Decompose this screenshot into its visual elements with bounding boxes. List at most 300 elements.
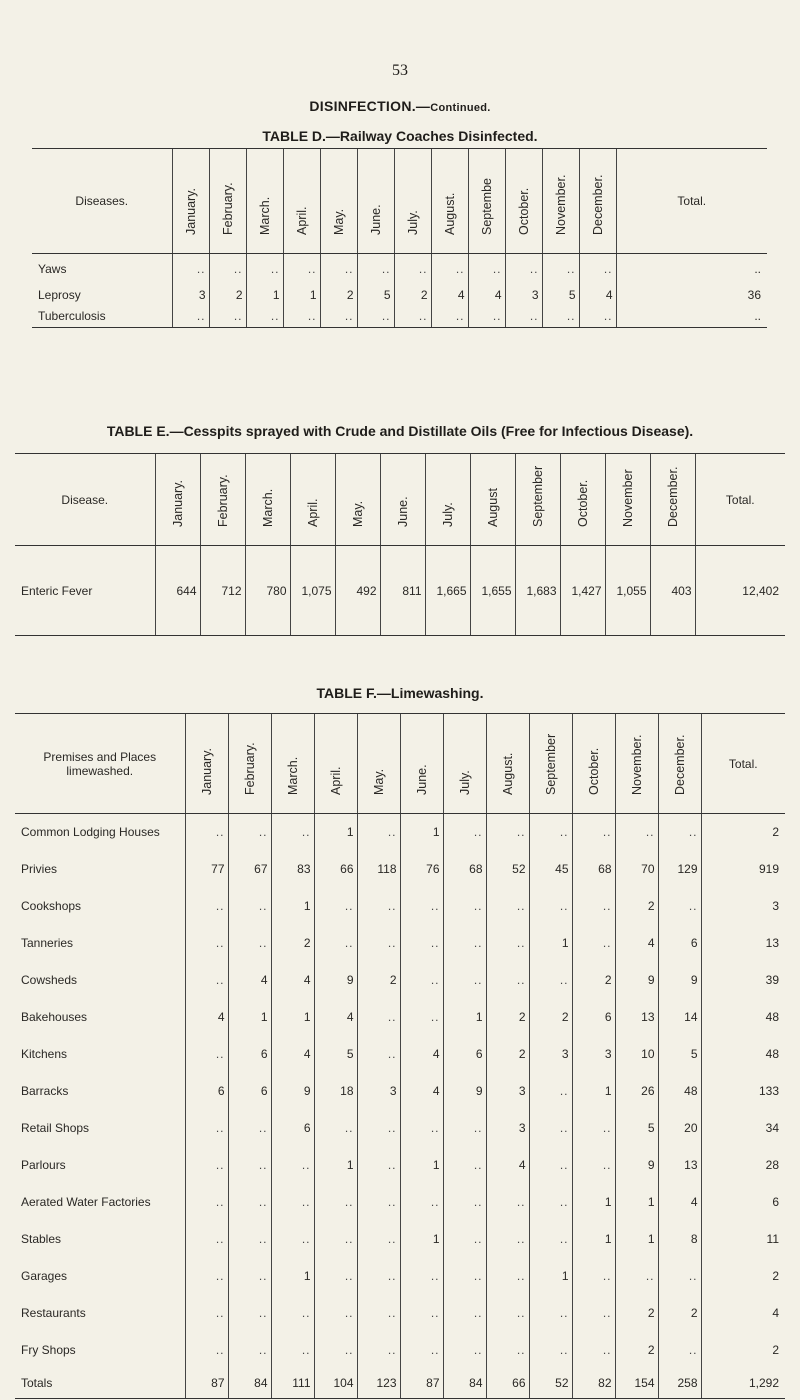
table-d-month-header [357, 149, 394, 254]
table-d-cell: 3 [505, 284, 542, 306]
table-e-month-header [380, 454, 425, 546]
table-d-cell: .. [431, 254, 468, 284]
table-d-total-header: Total. [616, 149, 767, 254]
table-f-cell: .. [572, 1295, 615, 1332]
table-f-month-label: September [543, 733, 558, 795]
table-f-cell: 118 [357, 851, 400, 888]
table-f-row [15, 1221, 785, 1258]
table-d-cell: 2 [209, 284, 246, 306]
table-f-row-label [15, 1221, 185, 1258]
table-d-cell: .. [209, 254, 246, 284]
table-f-row [15, 888, 785, 925]
table-f-cell: .. [357, 1221, 400, 1258]
section-heading-continued: Continued. [430, 102, 491, 114]
table-f-cell: .. [185, 925, 228, 962]
table-f-row-label [15, 962, 185, 999]
table-e-month-label: May. [350, 500, 365, 527]
table-d-cell: .. [283, 306, 320, 328]
table-f-cell: .. [357, 1147, 400, 1184]
table-f-cell: .. [400, 1110, 443, 1147]
table-f-cell: 84 [443, 1369, 486, 1399]
table-f-row-total: 919 [701, 851, 785, 888]
table-f-cell: .. [228, 925, 271, 962]
table-f-cell: .. [572, 1332, 615, 1369]
table-d-cell: .. [394, 306, 431, 328]
table-f-cell: .. [185, 814, 228, 851]
table-f-cell: .. [400, 1258, 443, 1295]
table-f-cell: .. [357, 1036, 400, 1073]
table-f-row [15, 1147, 785, 1184]
table-f-cell: 13 [615, 999, 658, 1036]
table-f-cell: .. [271, 814, 314, 851]
table-f-row-label [15, 1073, 185, 1110]
table-f-row-total: 48 [701, 999, 785, 1036]
table-f-row-total: 133 [701, 1073, 785, 1110]
table-f-cell: .. [443, 1110, 486, 1147]
table-f-cell: .. [228, 1147, 271, 1184]
table-d-month-label: January. [183, 187, 198, 235]
table-f-cell: 9 [658, 962, 701, 999]
table-d-month-label: February. [220, 182, 235, 235]
table-f-cell: 1 [529, 925, 572, 962]
table-e-month-header [650, 454, 695, 546]
table-e-month-label: March. [260, 488, 275, 527]
table-f-row-total: 13 [701, 925, 785, 962]
table-f-cell: .. [228, 1184, 271, 1221]
table-f-row [15, 1073, 785, 1110]
table-f-cell: .. [572, 888, 615, 925]
table-f-cell: 6 [572, 999, 615, 1036]
table-f-row-label-text: Tanneries [21, 936, 74, 950]
table-d-cell: 5 [542, 284, 579, 306]
table-f-cell: .. [185, 1184, 228, 1221]
table-d-cell: .. [320, 254, 357, 284]
table-f-cell: 1 [400, 1147, 443, 1184]
table-d-cell: .. [542, 254, 579, 284]
table-f-cell: 1 [400, 1221, 443, 1258]
table-f-cell: .. [271, 1332, 314, 1369]
table-f-month-label: March. [285, 756, 300, 795]
table-f-cell: 68 [443, 851, 486, 888]
table-f-cell: .. [185, 1110, 228, 1147]
table-f-row [15, 1184, 785, 1221]
table-f-cell: 2 [271, 925, 314, 962]
table-f-month-header [529, 714, 572, 814]
table-e-month-label: January. [170, 479, 185, 527]
table-f-cell: .. [185, 1332, 228, 1369]
table-d-month-header [468, 149, 505, 254]
table-d-month-header [246, 149, 283, 254]
table-d-cell: .. [468, 306, 505, 328]
table-f-cell: 3 [529, 1036, 572, 1073]
table-d-title: TABLE D.—Railway Coaches Disinfected. [262, 128, 538, 144]
table-f-cell: .. [271, 1147, 314, 1184]
table-d-month-header [542, 149, 579, 254]
table-f-row-label [15, 925, 185, 962]
table-f-cell: 67 [228, 851, 271, 888]
table-f-cell: .. [529, 962, 572, 999]
table-d-cell: .. [579, 254, 616, 284]
table-f-month-header [572, 714, 615, 814]
table-f-row [15, 1258, 785, 1295]
table-d-cell: .. [172, 254, 209, 284]
table-f-cell: .. [486, 1258, 529, 1295]
table-f-cell: 70 [615, 851, 658, 888]
table-d-month-header [431, 149, 468, 254]
table-f-total-header: Total. [701, 714, 785, 814]
table-f-cell: .. [529, 1295, 572, 1332]
table-f-row-label [15, 1036, 185, 1073]
table-f-cell: .. [443, 1184, 486, 1221]
table-f-cell: .. [228, 1221, 271, 1258]
table-e-month-label: February. [215, 474, 230, 527]
table-f-cell: .. [486, 1295, 529, 1332]
table-f-cell: 4 [400, 1036, 443, 1073]
table-f-row-label-text: Garages [21, 1269, 68, 1283]
table-d-cell: 4 [579, 284, 616, 306]
table-d-row-label-text: Leprosy [38, 287, 81, 302]
table-f-month-header [400, 714, 443, 814]
table-f-row [15, 925, 785, 962]
table-f-row-total: 2 [701, 1332, 785, 1369]
table-f-cell: 10 [615, 1036, 658, 1073]
table-f-row-label-text: Fry Shops [21, 1343, 76, 1357]
table-d-month-label: December. [590, 174, 605, 235]
table-d-row-label-text: Tuberculosis [38, 309, 106, 324]
table-d-month-header [320, 149, 357, 254]
table-f-cell: 1 [572, 1221, 615, 1258]
table-f-cell: .. [357, 1295, 400, 1332]
table-d-row-label-text: Yaws [38, 261, 67, 276]
table-f-cell: 2 [615, 888, 658, 925]
table-f-cell: 18 [314, 1073, 357, 1110]
table-f-cell: .. [443, 1295, 486, 1332]
table-f-row-label-text: Stables [21, 1232, 62, 1246]
table-f-cell: 3 [486, 1073, 529, 1110]
table-f-cell: .. [400, 888, 443, 925]
table-e-row-label [15, 546, 155, 636]
table-f-row-total: 3 [701, 888, 785, 925]
table-f-cell: .. [572, 814, 615, 851]
table-d-month-header [505, 149, 542, 254]
table-f-cell: .. [486, 1332, 529, 1369]
table-e-month-label: June. [395, 496, 410, 527]
table-f-row-label-text: Cowsheds [21, 973, 78, 987]
table-f-month-label: November. [629, 734, 644, 795]
table-f-month-label: June. [414, 764, 429, 795]
table-f-cell: 1 [400, 814, 443, 851]
table-f-cell: 13 [658, 1147, 701, 1184]
table-f-row-total: 4 [701, 1295, 785, 1332]
table-f-cell: 66 [314, 851, 357, 888]
table-f-month-label: October. [586, 747, 601, 795]
table-f-cell: 1 [529, 1258, 572, 1295]
table-f-month-header [486, 714, 529, 814]
table-f-row-label-text: Totals [21, 1376, 53, 1391]
table-f-cell: .. [486, 925, 529, 962]
table-f-cell: 154 [615, 1369, 658, 1399]
table-f-cell: 82 [572, 1369, 615, 1399]
table-f-cell: .. [529, 888, 572, 925]
table-f-row-total: 11 [701, 1221, 785, 1258]
table-d-cell: 2 [320, 284, 357, 306]
table-f-cell: 2 [572, 962, 615, 999]
table-d-cell: .. [283, 254, 320, 284]
table-d-month-label: May. [331, 208, 346, 235]
table-f-cell: .. [443, 925, 486, 962]
table-f-cell: .. [443, 1221, 486, 1258]
table-d-row-label [32, 306, 172, 328]
table-f-row [15, 1295, 785, 1332]
table-d-month-header [172, 149, 209, 254]
table-f-cell: 77 [185, 851, 228, 888]
table-f-cell: .. [443, 888, 486, 925]
table-f-cell: .. [271, 1221, 314, 1258]
table-f-cell: 2 [486, 999, 529, 1036]
table-f-month-label: February. [242, 742, 257, 795]
table-f-row [15, 814, 785, 851]
table-e-month-label: August [485, 488, 500, 527]
table-f-month-header [658, 714, 701, 814]
table-f-cell: 1 [271, 888, 314, 925]
table-f-cell: 2 [658, 1295, 701, 1332]
table-f-cell: 2 [615, 1332, 658, 1369]
table-f-row-label-text: Aerated Water Factories [21, 1195, 151, 1209]
table-f-month-label: April. [328, 766, 343, 795]
table-f-cell: .. [443, 962, 486, 999]
table-f-cell: 9 [615, 1147, 658, 1184]
table-f-cell: .. [228, 814, 271, 851]
table-d-cell: .. [431, 306, 468, 328]
table-e-month-header [245, 454, 290, 546]
table-d-cell: 5 [357, 284, 394, 306]
table-f-cell: .. [572, 925, 615, 962]
table-e-cell: 811 [380, 546, 425, 636]
table-f-cell: .. [400, 999, 443, 1036]
table-f-row-label-text: Bakehouses [21, 1010, 88, 1024]
table-e-month-header [335, 454, 380, 546]
table-e-cell: 1,665 [425, 546, 470, 636]
table-d-cell: .. [357, 254, 394, 284]
table-f-row-label-text: Retail Shops [21, 1121, 90, 1135]
table-f-row [15, 1332, 785, 1369]
table-d-cell: 1 [246, 284, 283, 306]
table-d-month-label: July. [405, 210, 420, 235]
table-f-cell: .. [615, 1258, 658, 1295]
table-f-cell: 68 [572, 851, 615, 888]
table-d-cell: 4 [468, 284, 505, 306]
table-f-row-label-text: Kitchens [21, 1047, 68, 1061]
table-f-cell: .. [314, 1221, 357, 1258]
table-f-row-total: 6 [701, 1184, 785, 1221]
table-f-row-total: 39 [701, 962, 785, 999]
table-e-cell: 1,655 [470, 546, 515, 636]
table-f-cell: 26 [615, 1073, 658, 1110]
table-f-cell: .. [486, 962, 529, 999]
table-e-cell: 1,055 [605, 546, 650, 636]
table-f-cell: 3 [572, 1036, 615, 1073]
table-f-cell: .. [615, 814, 658, 851]
table-f-month-label: July. [457, 770, 472, 795]
table-f-cell: 45 [529, 851, 572, 888]
table-f-row-label [15, 1184, 185, 1221]
table-d-cell: 1 [283, 284, 320, 306]
table-f-cell: .. [529, 1147, 572, 1184]
table-f-cell: 4 [228, 962, 271, 999]
table-f-row-total: 1,292 [701, 1369, 785, 1399]
table-f-cell: 111 [271, 1369, 314, 1399]
table-f-cell: 1 [572, 1184, 615, 1221]
table-f-row-total: 2 [701, 814, 785, 851]
table-d-cell: .. [579, 306, 616, 328]
table-f-month-header [271, 714, 314, 814]
table-f-cell: 83 [271, 851, 314, 888]
table-e-month-label: December. [665, 466, 680, 527]
table-f-cell: .. [314, 1295, 357, 1332]
table-f-cell: .. [357, 814, 400, 851]
table-d-row-label [32, 254, 172, 284]
table-f-cell: .. [185, 1258, 228, 1295]
table-f-cell: 6 [185, 1073, 228, 1110]
table-f-cell: .. [314, 1258, 357, 1295]
table-d-month-label: November. [553, 174, 568, 235]
table-d-cell: .. [468, 254, 505, 284]
table-f-cell: .. [400, 962, 443, 999]
table-f-month-label: January. [199, 747, 214, 795]
table-f-cell: .. [486, 888, 529, 925]
table-f-cell: .. [357, 1184, 400, 1221]
table-e-cell: 1,427 [560, 546, 605, 636]
table-f-row-total: 34 [701, 1110, 785, 1147]
table-e-month-header [605, 454, 650, 546]
table-f-cell: 4 [314, 999, 357, 1036]
table-f-month-label: December. [672, 734, 687, 795]
table-f-cell: .. [658, 1258, 701, 1295]
table-f-cell: 123 [357, 1369, 400, 1399]
table-e-month-header [470, 454, 515, 546]
table-f-cell: .. [271, 1295, 314, 1332]
table-f-row-label-text: Common Lodging Houses [21, 825, 160, 840]
table-f-cell: 258 [658, 1369, 701, 1399]
table-d-cell: .. [357, 306, 394, 328]
table-e-cell: 780 [245, 546, 290, 636]
table-f-cell: 6 [443, 1036, 486, 1073]
table-f-cell: .. [572, 1110, 615, 1147]
table-f-month-label: May. [371, 768, 386, 795]
table-f-cell: .. [658, 888, 701, 925]
table-f-cell: .. [529, 1073, 572, 1110]
table-f-cell: .. [486, 814, 529, 851]
table-f-cell: 6 [228, 1036, 271, 1073]
table-f-cell: .. [400, 925, 443, 962]
table-f-cell: 3 [486, 1110, 529, 1147]
table-d-month-label: August. [442, 192, 457, 235]
table-e-month-label: November [620, 469, 635, 527]
table-f-cell: .. [357, 999, 400, 1036]
table-f-cell: 6 [658, 925, 701, 962]
table-f-cell: 1 [228, 999, 271, 1036]
table-f-row-label-text: Parlours [21, 1158, 66, 1172]
table-d-cell: .. [505, 306, 542, 328]
table-f-row-label [15, 1332, 185, 1369]
table-f-month-header [314, 714, 357, 814]
table-f-cell: .. [400, 1332, 443, 1369]
section-heading-main: DISINFECTION.— [309, 98, 431, 114]
table-e-month-header [290, 454, 335, 546]
table-f-cell: .. [228, 1258, 271, 1295]
table-e-row [15, 546, 785, 636]
table-f-row-total: 28 [701, 1147, 785, 1184]
table-f-cell: 1 [314, 1147, 357, 1184]
table-e-cell: 712 [200, 546, 245, 636]
table-f-month-header [185, 714, 228, 814]
table-f-cell: 6 [228, 1073, 271, 1110]
table-f-cell: .. [228, 1295, 271, 1332]
table-f-month-header [228, 714, 271, 814]
table-f-cell: 9 [443, 1073, 486, 1110]
table-f-cell: 2 [529, 999, 572, 1036]
table-e-row-label-text: Enteric Fever [21, 583, 93, 598]
table-e-cell: 492 [335, 546, 380, 636]
table-d-month-header [394, 149, 431, 254]
table-f-cell: 4 [615, 925, 658, 962]
table-f-cell: 20 [658, 1110, 701, 1147]
table-d-row-total: .. [616, 306, 767, 328]
table-f-col-header: Premises and Places limewashed. [15, 714, 185, 814]
table-f-cell: 4 [658, 1184, 701, 1221]
table-f-cell: .. [314, 1184, 357, 1221]
table-f-cell: .. [357, 925, 400, 962]
table-f-cell: 9 [615, 962, 658, 999]
table-f-cell: .. [228, 888, 271, 925]
table-f-cell: .. [443, 1147, 486, 1184]
table-f-cell: .. [314, 888, 357, 925]
table-d-row-total: .. [616, 254, 767, 284]
table-f-cell: 8 [658, 1221, 701, 1258]
table-f-cell: .. [529, 1221, 572, 1258]
table-f-cell: 5 [658, 1036, 701, 1073]
table-f-month-header [615, 714, 658, 814]
table-f-cell: .. [185, 1036, 228, 1073]
table-f-row-label [15, 851, 185, 888]
table-d-month-label: Septembe [479, 178, 494, 235]
table-e-cell: 1,075 [290, 546, 335, 636]
table-e-cell: 1,683 [515, 546, 560, 636]
table-d-cell: 4 [431, 284, 468, 306]
table-d-cell: .. [209, 306, 246, 328]
table-d-cell: 3 [172, 284, 209, 306]
table-f-row [15, 1036, 785, 1073]
table-d-cell: 2 [394, 284, 431, 306]
table-f-cell: 1 [572, 1073, 615, 1110]
table-f-row-label [15, 999, 185, 1036]
table-e-col-header: Disease. [15, 454, 155, 546]
table-f-cell: 87 [185, 1369, 228, 1399]
table-f-row-total: 48 [701, 1036, 785, 1073]
table-f-cell: 3 [357, 1073, 400, 1110]
table-f-cell: .. [572, 1147, 615, 1184]
table-d-cell: .. [320, 306, 357, 328]
table-f-cell: .. [443, 1332, 486, 1369]
table-f-row-label [15, 1295, 185, 1332]
table-f-row-label [15, 1258, 185, 1295]
table-f-cell: .. [185, 1295, 228, 1332]
table-f-cell: 5 [615, 1110, 658, 1147]
table-e-month-header [200, 454, 245, 546]
table-f-row-label [15, 1369, 185, 1399]
table-d-row-total: 36 [616, 284, 767, 306]
table-f-cell: .. [228, 1110, 271, 1147]
